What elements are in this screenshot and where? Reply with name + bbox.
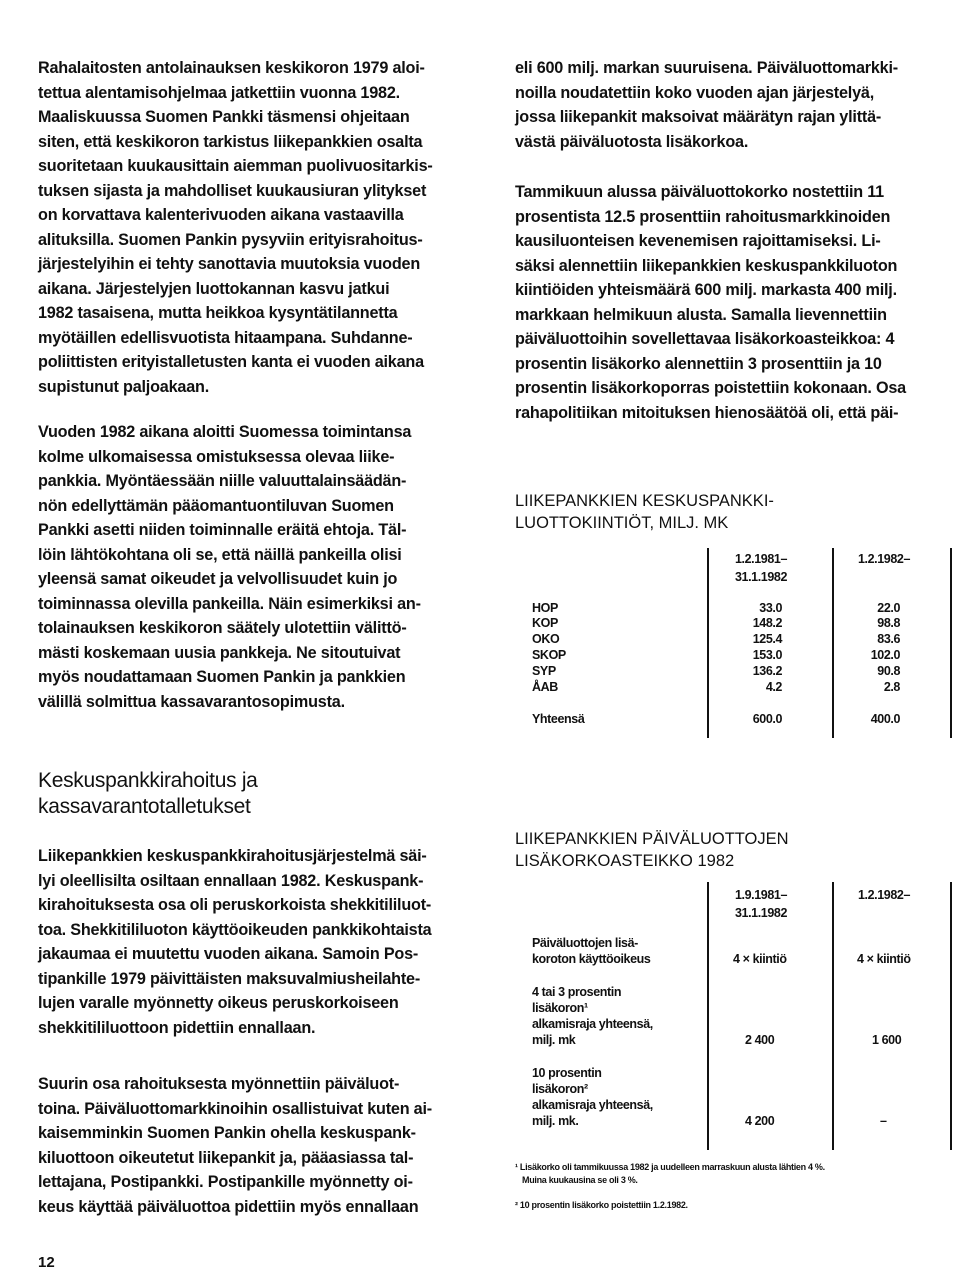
total-cell: 400.0 [870, 712, 900, 726]
bank-name: SYP [532, 664, 556, 678]
text-line: lettajana, Postipankki. Postipankille myönnetty oi- [38, 1173, 413, 1191]
text-line: päiväluottoihin sovellettavaa lisäkorkoasteikkoa: 4 [515, 330, 895, 348]
table-divider [707, 548, 709, 738]
table-cell: – [880, 1114, 887, 1128]
text-line: säksi alennettiin liikepankkien keskuspankkiluoton [515, 256, 898, 275]
row-label: Päiväluottojen lisä- [532, 936, 638, 950]
row-label: milj. mk [532, 1033, 576, 1047]
text-line: on korvattava kalenterivuoden aikana vastaavilla [38, 206, 404, 224]
table-title [515, 490, 774, 534]
text-line: supistunut paljoakaan. [38, 377, 209, 396]
text-line: lyi oleellisilta osiltaan ennallaan 1982. Keskuspank- [38, 871, 424, 890]
text-line: alituksilla. Suomen Pankin pysyviin erityisrahoitus- [38, 230, 423, 249]
table-divider [950, 548, 952, 738]
table-cell: 4.2 [765, 680, 782, 694]
text-line: kiintiöiden yhteismäärä 600 milj. markasta 400 milj. [515, 281, 897, 299]
text-line: aikana. Järjestelyjen luottokannan kasvu jatkui [38, 279, 390, 298]
section-heading [38, 768, 258, 820]
column-header: 31.1.1982 [735, 570, 788, 584]
text-line: siten, että keskikoron tarkistus liikepankkien osalta [38, 132, 423, 151]
column-header: 1.9.1981– [735, 888, 788, 902]
bank-name: SKOP [532, 648, 566, 662]
text-line: tolainauksen keskikoron säätely ulotettiin välittö- [38, 619, 407, 637]
footnote: ¹ Lisäkorko oli tammikuussa 1982 ja uudelleen marraskuun alusta lähtien 4 %. [515, 1162, 825, 1172]
paragraph-rate-changes [515, 180, 955, 425]
text-line: kolme ulkomaisessa omistuksessa olevaa liike- [38, 447, 395, 466]
text-line: Tammikuun alussa päiväluottokorko nostettiin 11 [515, 183, 884, 201]
text-line: kaisemminkin Suomen Pankin ohella keskuspank- [38, 1124, 416, 1142]
text-line: yleensä samat oikeudet ja velvollisuudet kuin jo [38, 570, 398, 588]
text-line: välillä solmittua kassavarantosopimusta. [38, 692, 345, 711]
paragraph-interest-rate-program [38, 56, 478, 399]
total-label: Yhteensä [532, 712, 585, 726]
text-line: löin lähtökohtana oli se, että näillä pankeilla olisi [38, 545, 402, 564]
text-line: myös noudattamaan Suomen Pankin ja pankkien [38, 668, 406, 686]
text-line: suoritetaan kuukausittain aiemman puolivuositarkis- [38, 157, 433, 175]
table-cell: 1 600 [872, 1033, 902, 1047]
text-line: shekkitililuottoon pidettiin ennallaan. [38, 1018, 316, 1037]
heading-line: Keskuspankkirahoitus ja [38, 769, 258, 792]
paragraph-central-bank-financing [38, 844, 478, 1040]
text-line: keus käyttää päiväluottoa pidettiin myös ennallaan [38, 1197, 419, 1216]
table-cell: 125.4 [752, 632, 782, 646]
table-cell: 4 × kiintiö [857, 952, 911, 966]
footnote: ² 10 prosentin lisäkorko poistettiin 1.2.1982. [515, 1200, 688, 1210]
table-title-line: LIIKEPANKKIEN PÄIVÄLUOTTOJEN [515, 830, 789, 848]
paragraph-foreign-banks [38, 420, 478, 714]
row-label: koroton käyttöoikeus [532, 952, 651, 966]
table-cell: 98.8 [877, 616, 900, 630]
column-header: 1.2.1982– [858, 552, 911, 566]
table-divider [832, 548, 834, 738]
bank-name: HOP [532, 601, 558, 615]
text-line: prosentin lisäkorkoporras poistettiin kokonaan. Osa [515, 379, 906, 397]
table-cell: 102.0 [870, 648, 900, 662]
table-divider [832, 882, 834, 1150]
row-label: lisäkoron¹ [532, 1001, 588, 1015]
total-cell: 600.0 [752, 712, 782, 726]
text-line: prosentin lisäkorko alennettiin 3 prosenttiin ja 10 [515, 354, 882, 373]
text-line: järjestelyihin ei tehty sanottavia muutoksia vuoden [38, 255, 421, 273]
text-line: eli 600 milj. markan suuruisena. Päiväluottomarkki- [515, 59, 898, 77]
row-label: 4 tai 3 prosentin [532, 985, 622, 999]
table-title [515, 828, 789, 872]
text-line: tettua alentamisohjelmaa jatkettiin vuonna 1982. [38, 83, 400, 102]
row-label: 10 prosentin [532, 1066, 602, 1080]
row-label: alkamisraja yhteensä, [532, 1098, 653, 1112]
text-line: mästi koskemaan uusia pankkeja. Ne sitoutuivat [38, 643, 401, 662]
footnote: Muina kuukausina se oli 3 %. [522, 1175, 638, 1185]
table-cell: 90.8 [877, 664, 900, 678]
text-line: prosentista 12.5 prosenttiin rahoitusmarkkinoiden [515, 207, 891, 226]
text-line: rahapolitiikan mitoituksen hienosäätöä oli, että päi- [515, 403, 899, 422]
table-cell: 153.0 [752, 648, 782, 662]
text-line: poliittisten erityistalletusten kanta ei vuoden aikana [38, 353, 424, 371]
text-line: noilla noudatettiin koko vuoden ajan järjestelyä, [515, 83, 874, 102]
table-title-line: LUOTTOKIINTIÖT, MILJ. MK [515, 514, 729, 532]
table-cell: 22.0 [877, 601, 900, 615]
row-label: alkamisraja yhteensä, [532, 1017, 653, 1031]
text-line: jossa liikepankit maksoivat määrätyn rajan ylittä- [515, 108, 882, 126]
table-cell: 148.2 [752, 616, 782, 630]
text-line: Maaliskuussa Suomen Pankki täsmensi ohjeitaan [38, 108, 410, 126]
text-line: pankkia. Myöntäessään niille valuuttalainsäädän- [38, 472, 407, 490]
column-header: 1.2.1982– [858, 888, 911, 902]
text-line: kirahoituksesta osa oli peruskorkoista shekkitililuot- [38, 896, 432, 914]
text-line: markkaan helmikuun alusta. Samalla lievennettiin [515, 305, 887, 324]
heading-line: kassavarantotalletukset [38, 795, 251, 818]
page-number: 12 [38, 1254, 55, 1271]
bank-name: ÅAB [532, 680, 558, 694]
text-line: Vuoden 1982 aikana aloitti Suomessa toimintansa [38, 423, 412, 441]
bank-name: OKO [532, 632, 560, 646]
table-cell: 4 200 [745, 1114, 775, 1128]
text-line: Rahalaitosten antolainauksen keskikoron 1979 aloi- [38, 59, 425, 77]
table-cell: 33.0 [759, 601, 782, 615]
column-header: 31.1.1982 [735, 906, 788, 920]
text-line: lujen varalle myönnetty oikeus peruskorkoiseen [38, 994, 399, 1012]
text-line: toina. Päiväluottomarkkinoihin osallistuivat kuten ai- [38, 1099, 432, 1118]
paragraph-day-loans [38, 1072, 478, 1219]
table-title-line: LIIKEPANKKIEN KESKUSPANKKI- [515, 492, 774, 510]
text-line: 1982 tasaisena, mutta heikkoa kysyntätilannetta [38, 304, 398, 322]
table-title-line: LISÄKORKOASTEIKKO 1982 [515, 852, 735, 870]
text-line: Suurin osa rahoituksesta myönnettiin päiväluot- [38, 1075, 400, 1093]
text-line: jakaumaa ei muutettu vuoden aikana. Samoin Pos- [38, 945, 419, 963]
table-divider [950, 882, 952, 1150]
text-line: kausiluonteisen kevenemisen rajoittamiseksi. Li- [515, 232, 881, 250]
paragraph-day-loan-market [515, 56, 955, 154]
text-line: västä päiväluotosta lisäkorkoa. [515, 132, 749, 151]
table-cell: 2.8 [883, 680, 900, 694]
table-divider [707, 882, 709, 1150]
text-line: Pankki asetti niiden toiminnalle eräitä ehtoja. Täl- [38, 521, 407, 539]
text-line: tuksen sijasta ja mahdolliset kuukausiuran ylitykset [38, 181, 427, 200]
text-line: tipankille 1979 päivittäisten maksuvalmiusheilahte- [38, 969, 421, 988]
bank-name: KOP [532, 616, 558, 630]
text-line: toiminnassa olevilla pankeilla. Näin esimerkiksi an- [38, 594, 421, 613]
row-label: milj. mk. [532, 1114, 579, 1128]
text-line: Liikepankkien keskuspankkirahoitusjärjestelmä säi- [38, 847, 427, 865]
table-cell: 2 400 [745, 1033, 775, 1047]
table-cell: 83.6 [877, 632, 900, 646]
text-line: myötäillen edellisvuotista hitaampana. Suhdanne- [38, 328, 413, 347]
column-header: 1.2.1981– [735, 552, 788, 566]
text-line: toa. Shekkitililuoton käyttöoikeuden pankkikohtaista [38, 920, 432, 939]
text-line: kiluottoon oikeutetut liikepankit ja, pääasiassa tal- [38, 1148, 414, 1167]
text-line: nön edellyttämän pääomantuontiluvan Suomen [38, 496, 394, 515]
table-cell: 136.2 [752, 664, 782, 678]
row-label: lisäkoron² [532, 1082, 588, 1096]
table-cell: 4 × kiintiö [733, 952, 787, 966]
